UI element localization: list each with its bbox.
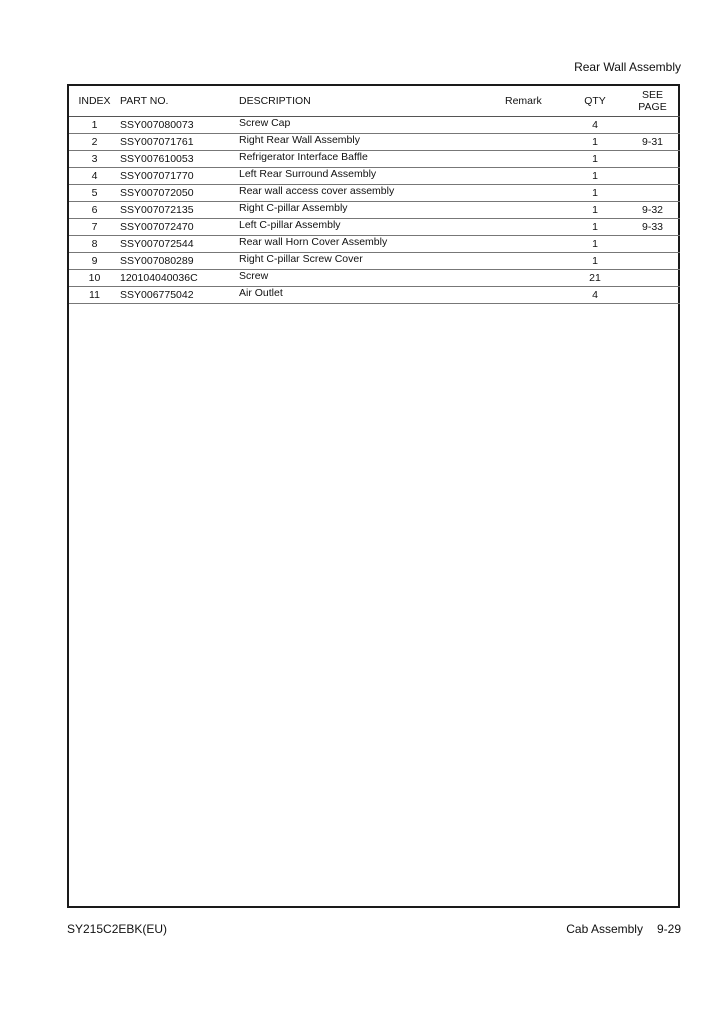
footer-section: Cab Assembly (566, 922, 643, 936)
column-header-remark: Remark (505, 86, 565, 117)
see-page-label-line1: SEE (641, 89, 663, 101)
cell-remark (505, 117, 565, 134)
cell-see-page (625, 168, 680, 185)
cell-qty: 1 (565, 151, 625, 168)
cell-see-page (625, 185, 680, 202)
parts-table (69, 86, 680, 304)
cell-see-page: 9-33 (625, 219, 680, 236)
footer-section-page (566, 922, 681, 936)
cell-index: 11 (69, 287, 120, 304)
cell-see-page (625, 117, 680, 134)
cell-part-no: SSY007072050 (120, 185, 239, 202)
column-header-part-no: PART NO. (120, 86, 239, 117)
cell-qty: 1 (565, 202, 625, 219)
cell-remark (505, 151, 565, 168)
cell-part-no: SSY007072470 (120, 219, 239, 236)
column-header-see-page (625, 86, 680, 117)
cell-part-no: SSY007610053 (120, 151, 239, 168)
see-page-label-line2: PAGE (638, 101, 667, 113)
cell-description: Right C-pillar Assembly (239, 200, 505, 217)
cell-part-no: SSY007080289 (120, 253, 239, 270)
cell-description: Left C-pillar Assembly (239, 217, 505, 234)
column-header-index: INDEX (69, 86, 120, 117)
cell-qty: 1 (565, 253, 625, 270)
cell-qty: 1 (565, 168, 625, 185)
cell-part-no: 120104040036C (120, 270, 239, 287)
cell-see-page (625, 151, 680, 168)
cell-description: Screw Cap (239, 115, 505, 132)
cell-see-page (625, 270, 680, 287)
cell-index: 4 (69, 168, 120, 185)
cell-description: Rear wall access cover assembly (239, 183, 505, 200)
cell-index: 6 (69, 202, 120, 219)
cell-remark (505, 270, 565, 287)
cell-qty: 4 (565, 287, 625, 304)
column-header-description: DESCRIPTION (239, 86, 505, 117)
column-header-qty: QTY (565, 86, 625, 117)
cell-qty: 1 (565, 236, 625, 253)
cell-description: Left Rear Surround Assembly (239, 166, 505, 183)
cell-index: 10 (69, 270, 120, 287)
cell-qty: 1 (565, 134, 625, 151)
cell-remark (505, 236, 565, 253)
footer-model: SY215C2EBK(EU) (67, 922, 168, 936)
table-row (69, 287, 680, 304)
cell-qty: 1 (565, 185, 625, 202)
cell-index: 2 (69, 134, 120, 151)
table-header-row (69, 86, 680, 117)
cell-part-no: SSY006775042 (120, 287, 239, 304)
cell-see-page: 9-31 (625, 134, 680, 151)
cell-remark (505, 253, 565, 270)
cell-see-page: 9-32 (625, 202, 680, 219)
parts-list-frame (67, 84, 680, 908)
cell-index: 5 (69, 185, 120, 202)
cell-part-no: SSY007071761 (120, 134, 239, 151)
cell-description: Right C-pillar Screw Cover (239, 251, 505, 268)
cell-see-page (625, 253, 680, 270)
cell-qty: 21 (565, 270, 625, 287)
cell-index: 7 (69, 219, 120, 236)
cell-remark (505, 185, 565, 202)
cell-description: Rear wall Horn Cover Assembly (239, 234, 505, 251)
cell-description: Refrigerator Interface Baffle (239, 149, 505, 166)
cell-remark (505, 287, 565, 304)
cell-description: Right Rear Wall Assembly (239, 132, 505, 149)
cell-see-page (625, 287, 680, 304)
cell-part-no: SSY007080073 (120, 117, 239, 134)
cell-qty: 1 (565, 219, 625, 236)
cell-see-page (625, 236, 680, 253)
cell-part-no: SSY007072135 (120, 202, 239, 219)
cell-description: Air Outlet (239, 285, 505, 302)
page-title: Rear Wall Assembly (574, 60, 681, 74)
cell-remark (505, 168, 565, 185)
cell-qty: 4 (565, 117, 625, 134)
cell-index: 8 (69, 236, 120, 253)
footer-page-number: 9-29 (656, 922, 681, 936)
cell-remark (505, 219, 565, 236)
cell-index: 3 (69, 151, 120, 168)
cell-index: 1 (69, 117, 120, 134)
cell-description: Screw (239, 268, 505, 285)
cell-part-no: SSY007072544 (120, 236, 239, 253)
cell-remark (505, 202, 565, 219)
cell-remark (505, 134, 565, 151)
cell-index: 9 (69, 253, 120, 270)
cell-part-no: SSY007071770 (120, 168, 239, 185)
